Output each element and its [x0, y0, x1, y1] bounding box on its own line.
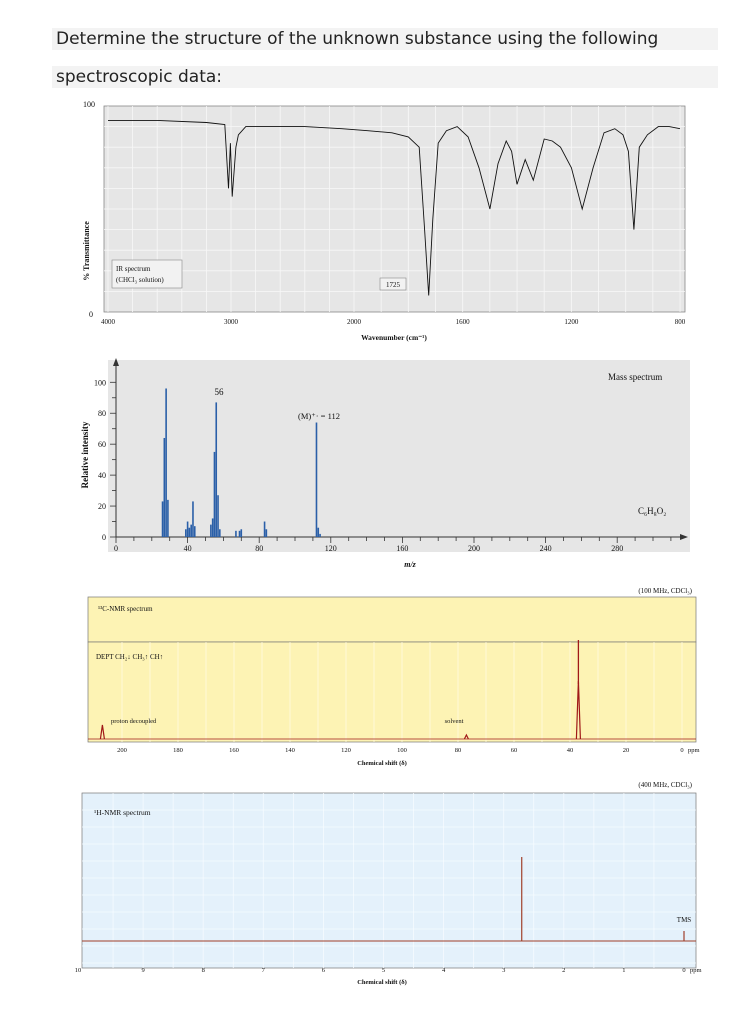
h1-x-tick-label: 4 — [441, 967, 446, 974]
ms-bar — [214, 452, 216, 537]
ms-bar — [162, 501, 164, 537]
c13-x-ticks — [117, 747, 699, 754]
ms-x-tick-label: 120 — [324, 544, 337, 553]
h1-x-tick-label: 6 — [321, 967, 326, 974]
c13-x-tick-label: 100 — [397, 747, 407, 754]
ir-y-top-label: 100 — [83, 100, 95, 109]
ms-title: Mass spectrum — [608, 372, 663, 382]
c13-x-tick-label: 120 — [341, 747, 351, 754]
h1-x-tick-label: 1 — [622, 967, 626, 974]
ms-bar — [235, 531, 237, 537]
ms-bar — [185, 529, 187, 537]
c13-x-tick-label: 160 — [229, 747, 239, 754]
c13-x-tick-label: 20 — [622, 747, 630, 754]
ms-bar — [190, 525, 192, 537]
ir-x-tick-label: 800 — [674, 318, 686, 326]
h1-conditions: (400 MHz, CDCl₃) — [638, 781, 692, 789]
h1-nmr-chart — [0, 775, 733, 990]
ms-bar — [219, 529, 221, 537]
c13-solvent-label: solvent — [444, 718, 464, 725]
h1-ppm-label: ppm — [690, 967, 702, 974]
c13-upper-panel — [88, 597, 696, 642]
ms-peak-label-56: 56 — [214, 387, 224, 397]
ms-x-tick-label: 40 — [183, 544, 192, 553]
ms-y-tick-label: 80 — [98, 409, 106, 419]
c13-x-tick-label: 60 — [510, 747, 518, 754]
c13-x-axis-label: Chemical shift (δ) — [357, 760, 407, 767]
c13-x-tick-label: 40 — [566, 747, 574, 754]
c13-x-tick-label: 180 — [173, 747, 183, 754]
question-line-2: spectroscopic data: — [52, 66, 718, 88]
ms-bar — [319, 534, 321, 537]
ms-bar — [189, 528, 191, 537]
ms-bar — [317, 528, 319, 537]
ms-y-tick-label: 20 — [98, 502, 106, 512]
h1-x-tick-label: 0 — [682, 967, 686, 974]
c13-decoupled-label: proton decoupled — [111, 718, 157, 725]
ms-bar — [210, 525, 212, 537]
c13-nmr-chart — [0, 580, 733, 770]
ms-bar — [215, 402, 217, 537]
ir-x-axis-label: Wavenumber (cm⁻¹) — [361, 333, 427, 342]
ms-x-tick-label: 0 — [114, 544, 118, 553]
c13-ppm-label: ppm — [688, 747, 700, 754]
ms-bar — [264, 522, 266, 537]
ms-bar — [167, 500, 169, 537]
ms-y-axis-label: Relative intensity — [80, 421, 90, 489]
ms-y-tick-label: 40 — [98, 471, 106, 481]
h1-x-tick-label: 10 — [74, 967, 82, 974]
ms-bar — [187, 522, 189, 537]
ir-x-ticks — [101, 318, 686, 326]
ms-x-tick-label: 280 — [611, 544, 624, 553]
h1-x-tick-label: 9 — [141, 967, 145, 974]
ms-bar — [239, 531, 241, 537]
h1-x-tick-label: 3 — [502, 967, 506, 974]
ms-bar — [194, 526, 196, 537]
ir-y-bottom-label: 0 — [89, 310, 93, 319]
question-line-1: Determine the structure of the unknown substance using the following — [52, 28, 718, 50]
h1-title: ¹H-NMR spectrum — [94, 808, 151, 817]
ir-x-tick-label: 2000 — [347, 318, 361, 326]
ms-x-tick-label: 80 — [255, 544, 264, 553]
ms-y-tick-label: 0 — [102, 533, 106, 542]
ms-bar — [241, 529, 243, 537]
c13-x-tick-label: 200 — [117, 747, 127, 754]
ir-y-axis-label: % Transmittance — [82, 221, 91, 281]
ir-legend-line1: IR spectrum — [116, 265, 151, 273]
ms-x-tick-label: 160 — [396, 544, 409, 553]
ms-x-tick-label: 240 — [539, 544, 552, 553]
ms-x-tick-label: 200 — [468, 544, 480, 553]
h1-x-tick-label: 8 — [201, 967, 205, 974]
h1-tms-label: TMS — [676, 916, 692, 924]
ms-bar — [212, 518, 214, 537]
ir-x-tick-label: 4000 — [101, 318, 115, 326]
c13-dept-label: DEPT CH₂↓ CH₃↑ CH↑ — [96, 653, 164, 661]
ms-bar — [192, 501, 194, 537]
c13-title: ¹³C-NMR spectrum — [98, 605, 153, 613]
ms-bar — [165, 388, 167, 537]
c13-conditions: (100 MHz, CDCl₃) — [638, 587, 692, 595]
h1-plot-area — [82, 793, 696, 968]
ms-bar — [217, 495, 219, 537]
ir-legend-line2: (CHCl₃ solution) — [116, 276, 164, 284]
ms-x-axis-label: m/z — [404, 560, 416, 569]
ir-spectrum-chart — [0, 96, 733, 346]
ms-molecular-ion-label: (M)⁺· = 112 — [298, 411, 341, 421]
ms-y-tick-label: 100 — [94, 378, 106, 388]
c13-x-tick-label: 0 — [680, 747, 684, 754]
c13-x-tick-label: 80 — [454, 747, 462, 754]
c13-x-tick-label: 140 — [285, 747, 295, 754]
h1-x-tick-label: 2 — [562, 967, 566, 974]
ir-x-tick-label: 1200 — [564, 318, 579, 326]
ir-peak-label: 1725 — [386, 281, 400, 289]
ms-y-tick-label: 60 — [98, 440, 106, 450]
ms-plot-area — [108, 360, 690, 552]
h1-x-tick-label: 5 — [381, 967, 386, 974]
c13-lower-panel — [88, 642, 696, 742]
mass-spectrum-chart — [0, 356, 733, 576]
h1-x-tick-label: 7 — [261, 967, 265, 974]
ms-bar — [316, 423, 318, 537]
ms-bar — [164, 438, 166, 537]
ms-formula: C₆H₈O₂ — [638, 506, 667, 516]
h1-x-axis-label: Chemical shift (δ) — [357, 979, 407, 986]
ir-x-tick-label: 3000 — [224, 318, 238, 326]
ir-x-tick-label: 1600 — [455, 318, 470, 326]
ms-bar — [266, 529, 268, 537]
